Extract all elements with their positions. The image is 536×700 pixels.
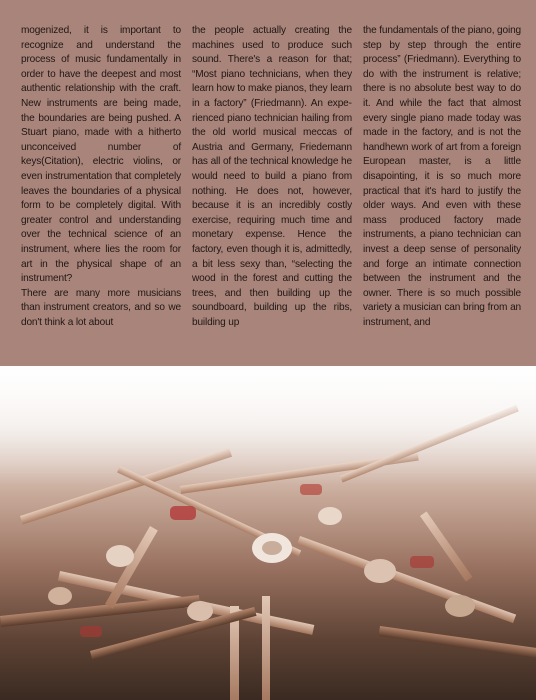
column-2-paragraph-1: the people actually creating the machines used to produce such sound. There's a reason for that; “Most piano technicians, when they learn how to make pianos, they learn in a factory” (Friedmann). An experienced piano technician hailing from the old world musical meccas of Austria and Germany, Friedemann has all of the technical knowledge he would need to build a piano from nothing. He does not, however, because it is an incredibly costly exercise, requiring much time and monetary expense. Hence the factory, even though it is, admittedly, a bit less sexy than, “selecting the wood in the forest and cutting the trees, and then building up the soundboard, building up the ribs, building up bbox=[192, 25, 352, 328]
article-column-2 bbox=[192, 24, 352, 330]
column-1-paragraph-1: mogenized, it is important to recognize and understand the process of music fundamentally in order to have the deepest and most authentic relationship with the craft. New instruments are being made, the boundaries are being pushed. A Stuart piano, made with a hitherto unconceived number of keys(Citation), electric violins, or even instrumentation that completely leaves the boundaries of a physical form to be completely digital. With greater control and understanding over the technical science of an instrument, where lies the room for art in the physical shape of an instrument? bbox=[21, 25, 181, 285]
article-column-1 bbox=[21, 24, 181, 330]
photo-fade-overlay bbox=[0, 366, 536, 486]
column-3-paragraph-1: the fundamentals of the piano, going step by step through the entire process” (Friedmann). Everything to do with the instrument is relative; there is no absolute best way to do it. And while the fact that almost every single piano made today was made in the factory, and is not the handhewn work of art from a foreign European master, is a little disapointing, it is so much more practical that it's hard to justify the older ways. And even with these mass produced factory made instruments, a piano technician can invest a deep sense of personality and forge an intimate connection between the instrument and the owner. There is so much possible variety a musician can bring from an instrument, and bbox=[363, 25, 521, 328]
column-1-paragraph-2: There are many more musicians than instrument creators, and so we don't think a lot about bbox=[21, 287, 181, 328]
article-column-3 bbox=[363, 24, 521, 330]
